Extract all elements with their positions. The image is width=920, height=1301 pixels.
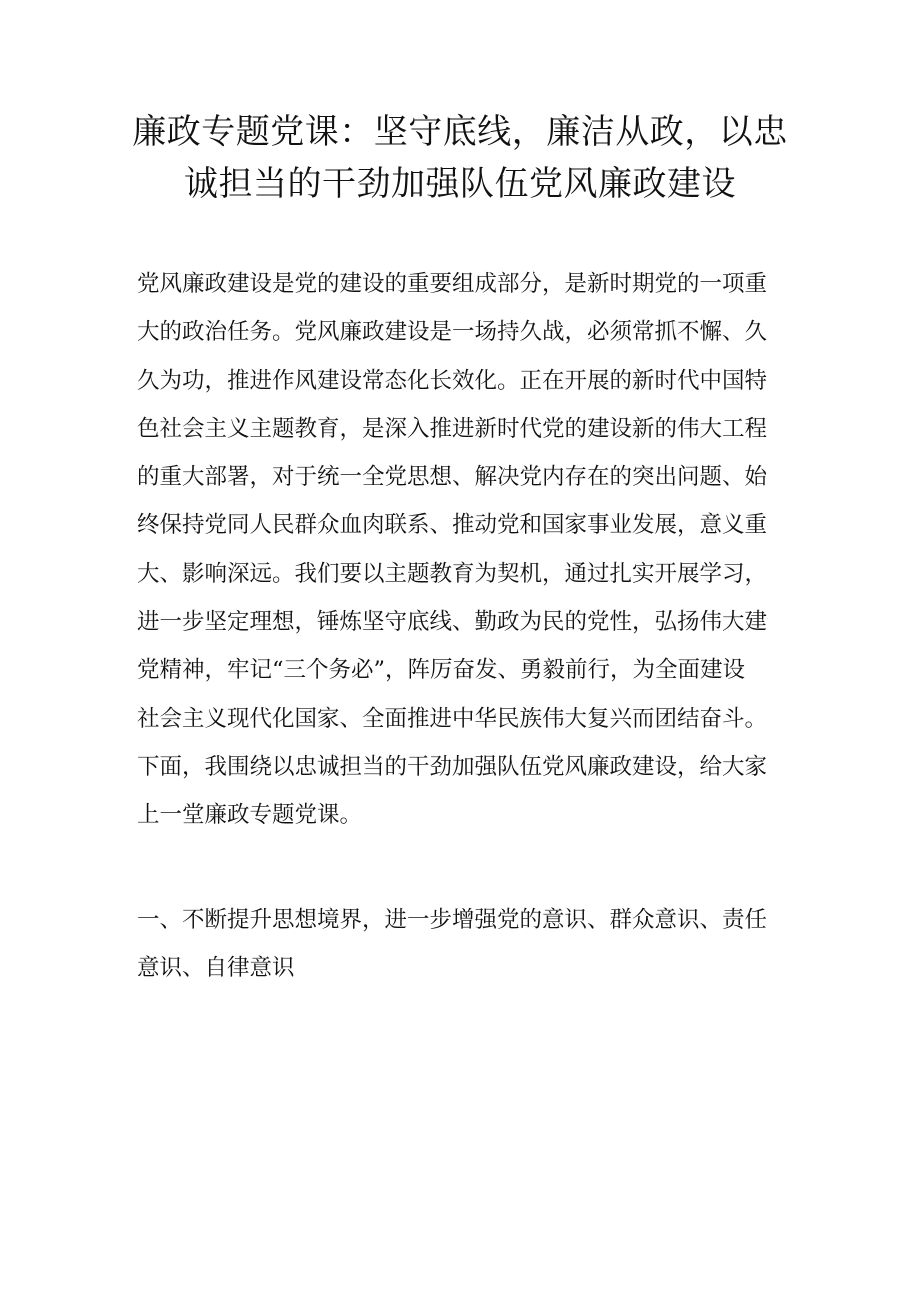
document-title [120, 106, 800, 210]
section-heading-line: 一、不断提升思想境界，进一步增强党的意识、群众意识、责任 [137, 907, 768, 933]
body-line: 的重大部署，对于统一全党思想、解决党内存在的突出问题、始 [137, 464, 768, 491]
body-line: 终保持党同人民群众血肉联系、推动党和国家事业发展，意义重 [137, 512, 768, 539]
body-line: 大的政治任务。党风廉政建设是一场持久战，必须常抓不懈、久 [137, 319, 768, 346]
title-line: 廉政专题党课：坚守底线，廉洁从政，以忠 [132, 112, 788, 152]
body-line: 上一堂廉政专题党课。 [137, 802, 363, 829]
body-line: 社会主义现代化国家、全面推进中华民族伟大复兴而团结奋斗。 [137, 705, 768, 732]
body-line: 大、影响深远。我们要以主题教育为契机，通过扎实开展学习， [137, 560, 768, 587]
section-heading-line: 意识、自律意识 [137, 955, 295, 982]
title-line: 诚担当的干劲加强队伍党风廉政建设 [184, 164, 736, 204]
body-line: 久为功，推进作风建设常态化长效化。正在开展的新时代中国特 [137, 367, 768, 394]
body-line: 下面，我围绕以忠诚担当的干劲加强队伍党风廉政建设，给大家 [137, 753, 768, 780]
section-heading [137, 896, 797, 993]
body-paragraph [137, 260, 797, 840]
body-line: 进一步坚定理想，锤炼坚守底线、勤政为民的党性，弘扬伟大建 [137, 609, 768, 636]
body-line: 色社会主义主题教育，是深入推进新时代党的建设新的伟大工程 [137, 415, 768, 442]
body-line: 党风廉政建设是党的建设的重要组成部分，是新时期党的一项重 [137, 271, 768, 297]
body-line: 党精神，牢记“三个务必”，阵厉奋发、勇毅前行，为全面建设 [137, 657, 746, 684]
